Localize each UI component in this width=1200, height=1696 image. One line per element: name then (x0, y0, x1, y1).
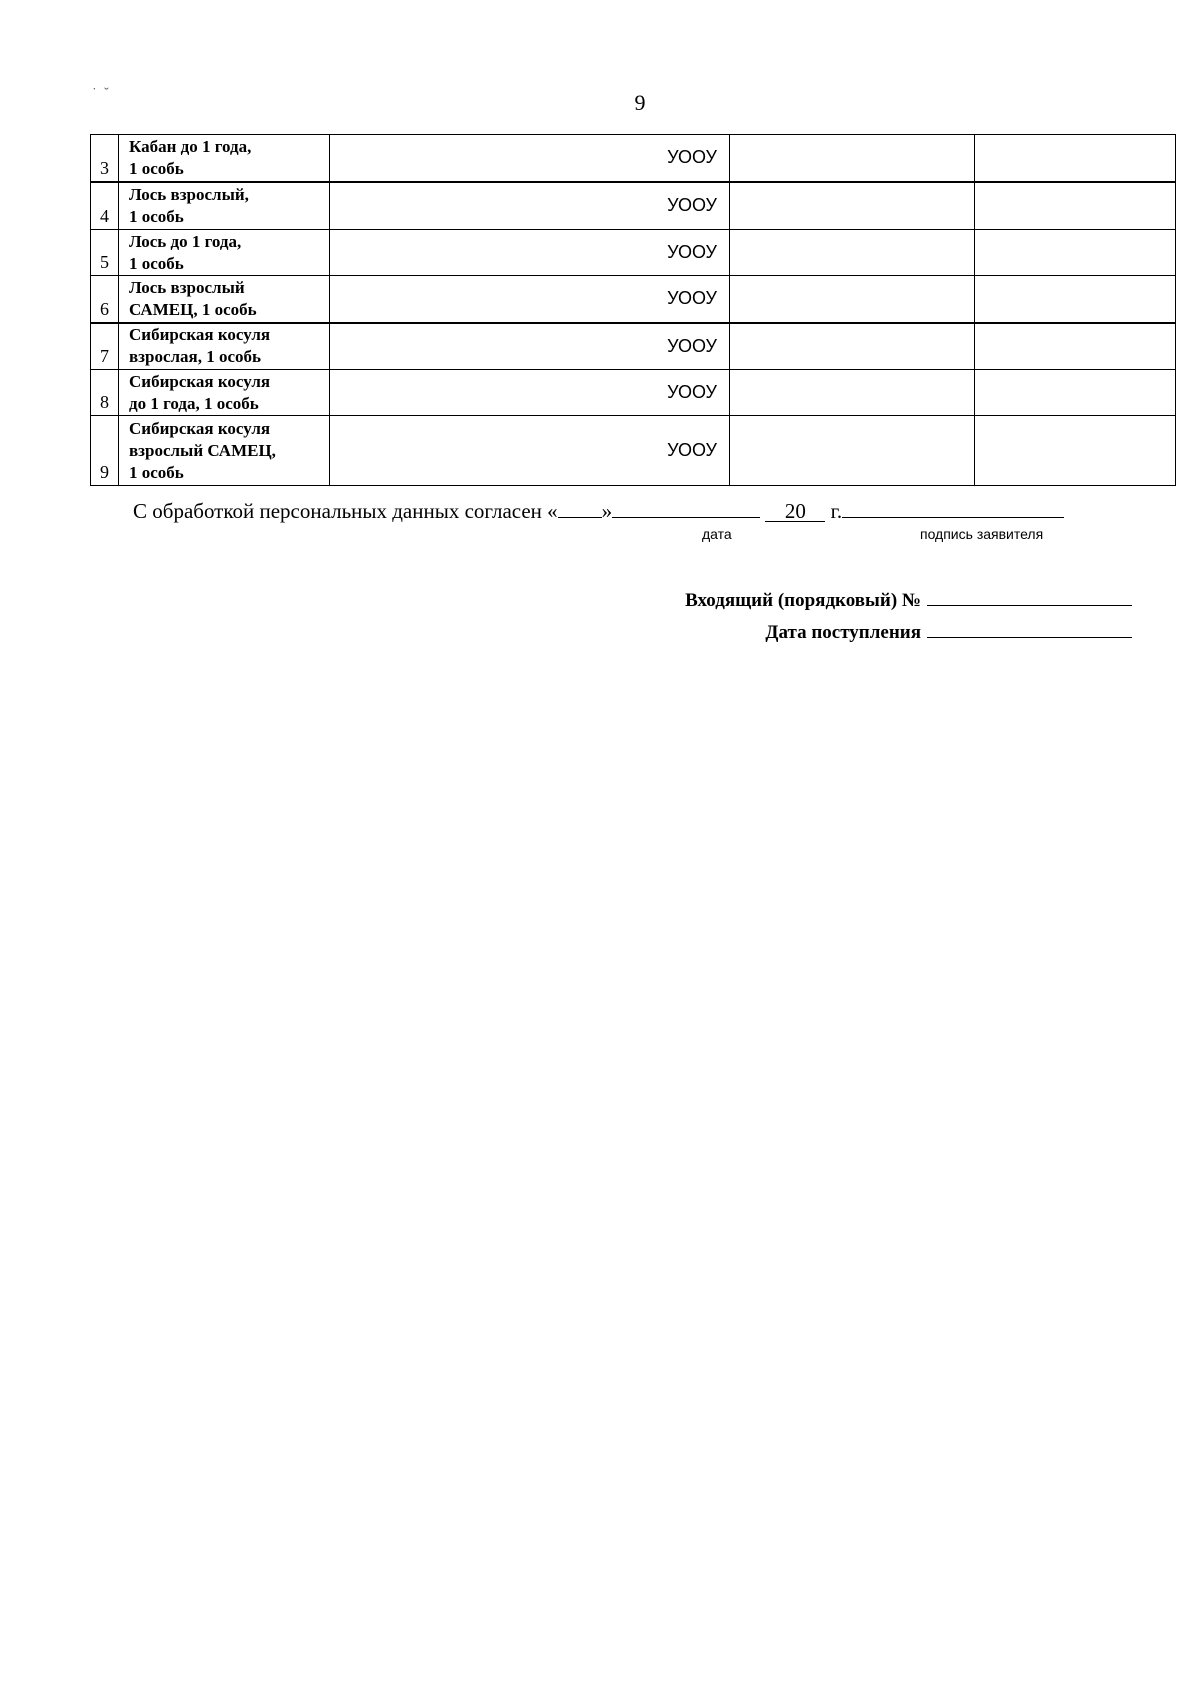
row-number: 3 (91, 135, 119, 182)
species-name-line: 1 особь (129, 158, 184, 178)
empty-cell[interactable] (975, 370, 1176, 416)
date-hint: дата (702, 526, 732, 542)
row-number: 8 (91, 370, 119, 416)
species-table (90, 134, 1176, 486)
table-row (91, 135, 1176, 182)
empty-cell[interactable] (730, 276, 975, 323)
year-suffix: г. (830, 499, 843, 523)
species-name (119, 276, 330, 323)
empty-cell[interactable] (730, 323, 975, 370)
row-number: 6 (91, 276, 119, 323)
species-name-line: взрослый САМЕЦ, (129, 440, 276, 460)
species-name-line: Сибирская косуля (129, 418, 271, 438)
table-row (91, 276, 1176, 323)
species-name (119, 182, 330, 230)
species-name-line: 1 особь (129, 253, 184, 273)
empty-cell[interactable] (975, 276, 1176, 323)
empty-cell[interactable] (730, 370, 975, 416)
open-quote: « (547, 499, 558, 523)
permit-code: УООУ (330, 370, 730, 416)
permit-code: УООУ (330, 182, 730, 230)
permit-code: УООУ (330, 276, 730, 323)
page-number: 9 (634, 90, 646, 115)
species-name-line: 1 особь (129, 462, 184, 482)
close-quote: » (601, 499, 613, 523)
table-row (91, 182, 1176, 230)
year-prefix: 20 (784, 499, 806, 523)
empty-cell[interactable] (975, 182, 1176, 230)
empty-cell[interactable] (975, 323, 1176, 370)
empty-cell[interactable] (975, 135, 1176, 182)
species-name-line: Лось взрослый, (129, 184, 249, 204)
empty-cell[interactable] (730, 135, 975, 182)
species-name (119, 135, 330, 182)
permit-code: УООУ (330, 135, 730, 182)
incoming-number-blank[interactable] (927, 587, 1132, 606)
signature-hint: подпись заявителя (920, 526, 1044, 542)
species-name-line: Сибирская косуля (129, 371, 271, 391)
species-name-line: Лось до 1 года, (129, 231, 242, 251)
permit-code: УООУ (330, 230, 730, 276)
permit-code: УООУ (330, 323, 730, 370)
consent-text: С обработкой персональных данных согласен (133, 499, 542, 523)
row-number: 7 (91, 323, 119, 370)
table-row (91, 416, 1176, 486)
incoming-number-field (685, 587, 1132, 612)
empty-cell[interactable] (730, 230, 975, 276)
species-name-line: до 1 года, 1 особь (129, 393, 259, 413)
empty-cell[interactable] (975, 230, 1176, 276)
receipt-date-field (765, 619, 1132, 644)
consent-line (133, 495, 1064, 524)
species-name-line: САМЕЦ, 1 особь (129, 299, 257, 319)
year-blank[interactable] (765, 499, 825, 522)
species-name-line: Кабан до 1 года, (129, 136, 252, 156)
species-name-line: Сибирская косуля (129, 325, 271, 345)
species-name-line: Лось взрослый (129, 277, 245, 297)
species-name (119, 323, 330, 370)
day-blank[interactable] (558, 495, 602, 518)
month-blank[interactable] (612, 495, 760, 518)
row-number: 5 (91, 230, 119, 276)
species-name (119, 370, 330, 416)
receipt-date-label: Дата поступления (765, 622, 921, 643)
species-name-line: взрослая, 1 особь (129, 347, 262, 367)
species-name-line: 1 особь (129, 206, 184, 226)
species-name (119, 416, 330, 486)
empty-cell[interactable] (730, 416, 975, 486)
table-row (91, 370, 1176, 416)
row-number: 9 (91, 416, 119, 486)
table-row (91, 230, 1176, 276)
empty-cell[interactable] (730, 182, 975, 230)
signature-blank[interactable] (842, 495, 1064, 518)
incoming-number-label: Входящий (порядковый) № (685, 590, 921, 611)
receipt-date-blank[interactable] (927, 619, 1132, 638)
species-name (119, 230, 330, 276)
row-number: 4 (91, 182, 119, 230)
empty-cell[interactable] (975, 416, 1176, 486)
scan-marks: ˙ ˘ (92, 86, 111, 101)
table-row (91, 323, 1176, 370)
permit-code: УООУ (330, 416, 730, 486)
